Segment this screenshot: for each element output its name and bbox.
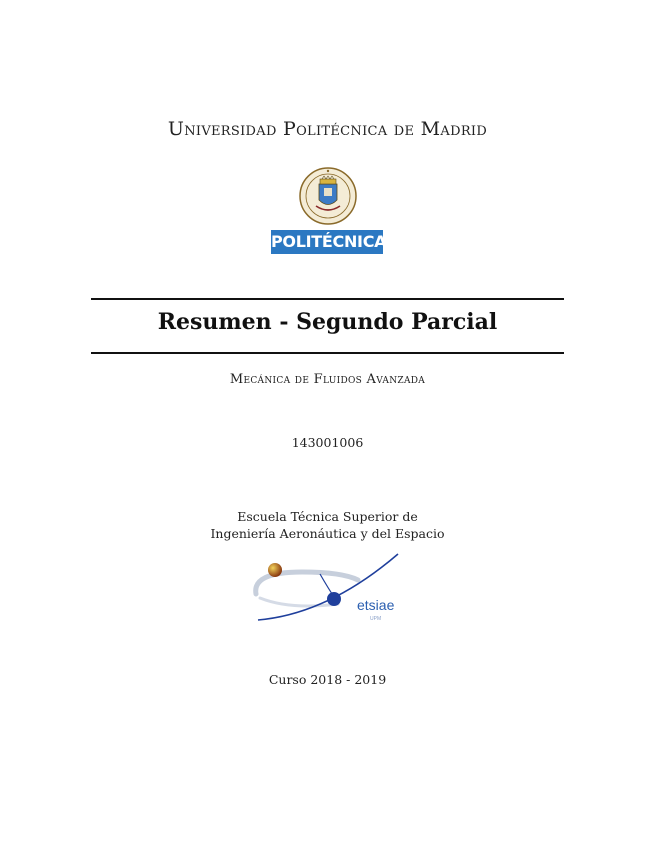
subject-name: Mecánica de Fluidos Avanzada: [229, 372, 426, 387]
etsiae-logo-text: etsiae: [357, 597, 395, 613]
school-line-1: Escuela Técnica Superior de: [237, 509, 418, 524]
document-title: Resumen - Segundo Parcial: [157, 309, 498, 335]
etsiae-logo-icon: [250, 552, 410, 624]
school-name: [0, 508, 655, 542]
university-name: Universidad Politécnica de Madrid: [167, 118, 488, 140]
course-year: Curso 2018 - 2019: [268, 672, 387, 687]
subject-code: 143001006: [291, 435, 364, 450]
etsiae-logo-subtext: UPM: [370, 616, 382, 622]
title-rule-bottom: [91, 352, 564, 354]
school-line-2: Ingeniería Aeronáutica y del Espacio: [210, 526, 445, 541]
title-rule-top: [91, 298, 564, 300]
upm-politecnica-logo: POLITÉCNICA: [271, 230, 383, 254]
upm-seal-icon: [298, 166, 358, 226]
